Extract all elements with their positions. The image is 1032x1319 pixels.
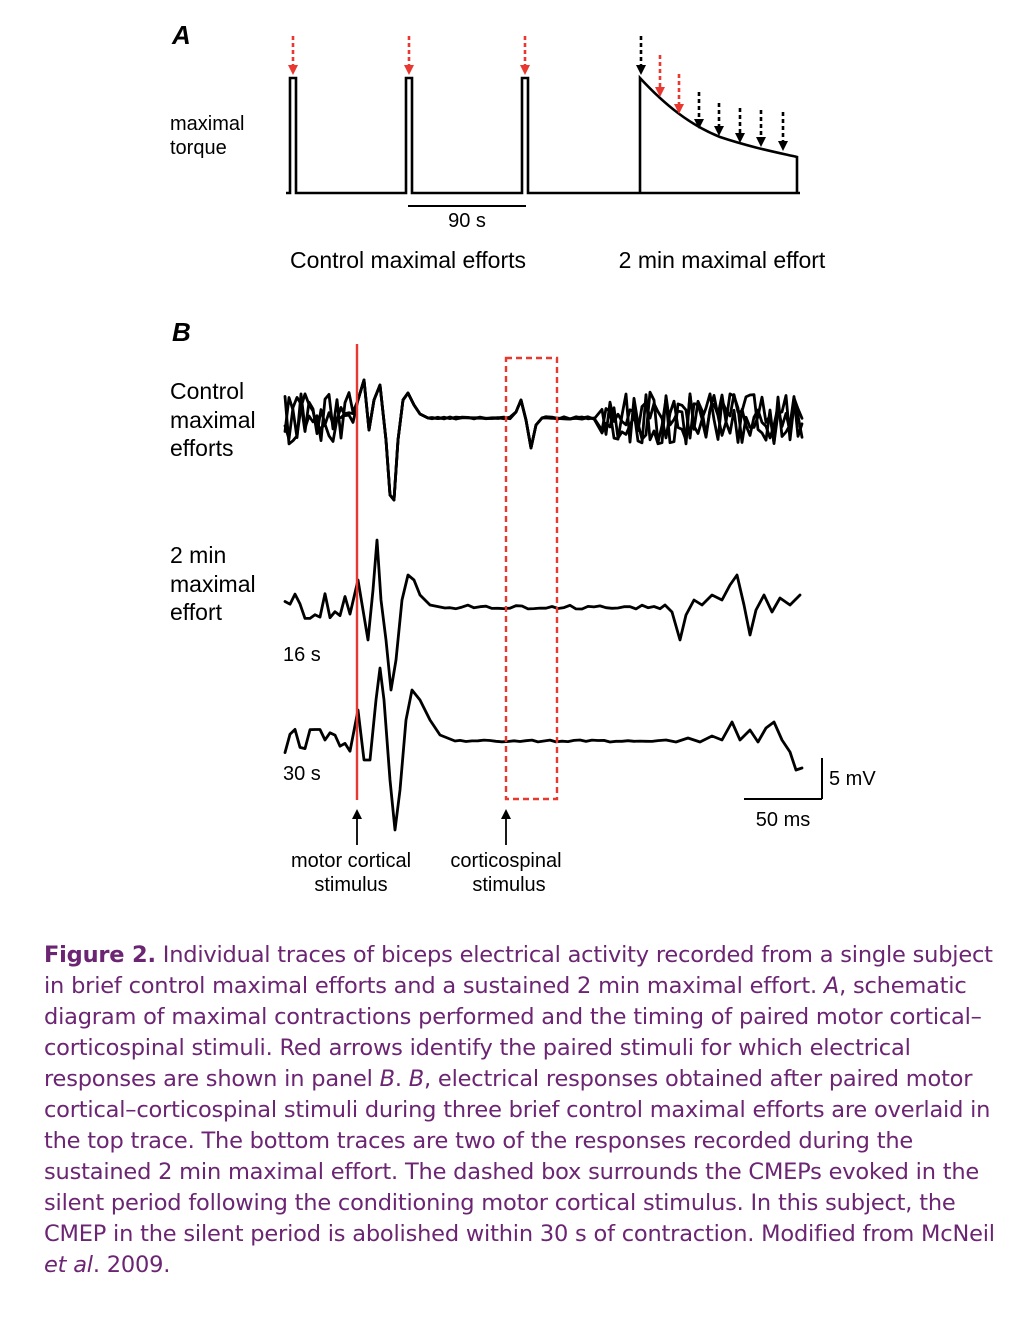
panel-a-label: A [172, 20, 191, 50]
caption-figure-label: Figure 2. [44, 942, 156, 968]
time-scale-label: 50 ms [755, 809, 811, 831]
panel-b-label: B [172, 317, 191, 347]
voltage-scale-label: 5 mV [829, 768, 876, 790]
caption-panel-ref-b: B [408, 1066, 425, 1092]
trace1-label-line2: maximal [170, 407, 256, 433]
trace2-label-line1: 2 min [170, 542, 227, 568]
trace1-label [170, 378, 256, 461]
control-trace-1 [285, 380, 802, 500]
interval-label: 90 s [448, 210, 486, 232]
caption-text: Individual traces of biceps electrical activity recorded from a single subject in brief control maximal efforts and a sustained 2 min maximal effort. [44, 942, 993, 999]
caption-text: . [394, 1066, 409, 1092]
control-efforts-trace [286, 78, 640, 193]
sustained-trace-16s [285, 540, 800, 690]
trace2-label [170, 542, 256, 625]
sustained-effort-trace [640, 78, 800, 193]
trace2-label-line2: maximal [170, 571, 256, 597]
sustained-effort-label: 2 min maximal effort [618, 247, 826, 273]
corticospinal-label-line1: corticospinal [450, 850, 562, 872]
torque-label-line1: maximal [170, 113, 245, 135]
control-efforts-label: Control maximal efforts [289, 247, 527, 273]
trace1-label-line1: Control [170, 378, 245, 404]
caption-panel-ref-b: B [379, 1066, 395, 1092]
caption-text: . 2009. [92, 1252, 171, 1278]
time-16s-label: 16 s [283, 644, 321, 666]
control-trace-3 [285, 380, 802, 500]
caption-etal: et al [44, 1252, 93, 1278]
torque-label-line2: torque [170, 137, 227, 159]
corticospinal-label-line2: stimulus [472, 874, 546, 896]
motor-cortical-label-line2: stimulus [314, 874, 388, 896]
caption-text: , electrical responses obtained after paired motor cortical–corticospinal stimuli during three brief control maximal efforts are overlaid in the top trace. The bottom traces are two of the responses recorded during the sustained 2 min maximal effort. The dashed box surrounds the CMEPs evoked in the silent period following the conditioning motor cortical stimulus. In this subject, the CMEP in the silent period is abolished within 30 s of contraction. Modified from McNeil [44, 1066, 995, 1247]
sustained-trace-30s [285, 668, 802, 830]
cmep-dashed-box [506, 358, 557, 799]
caption-text: , schematic diagram of maximal contractions performed and the timing of paired motor cortical–corticospinal stimuli. Red arrows identify the paired stimuli for which electrical responses are shown in panel [44, 973, 982, 1092]
trace1-label-line3: efforts [170, 435, 234, 461]
control-trace-2 [285, 380, 802, 500]
trace2-label-line3: effort [170, 599, 222, 625]
caption-panel-ref-a: A [823, 973, 840, 999]
time-30s-label: 30 s [283, 763, 321, 785]
figure-caption [44, 940, 1019, 1281]
scale-bars [744, 758, 822, 799]
torque-schematic [286, 78, 800, 193]
motor-cortical-label-line1: motor cortical [290, 850, 412, 872]
